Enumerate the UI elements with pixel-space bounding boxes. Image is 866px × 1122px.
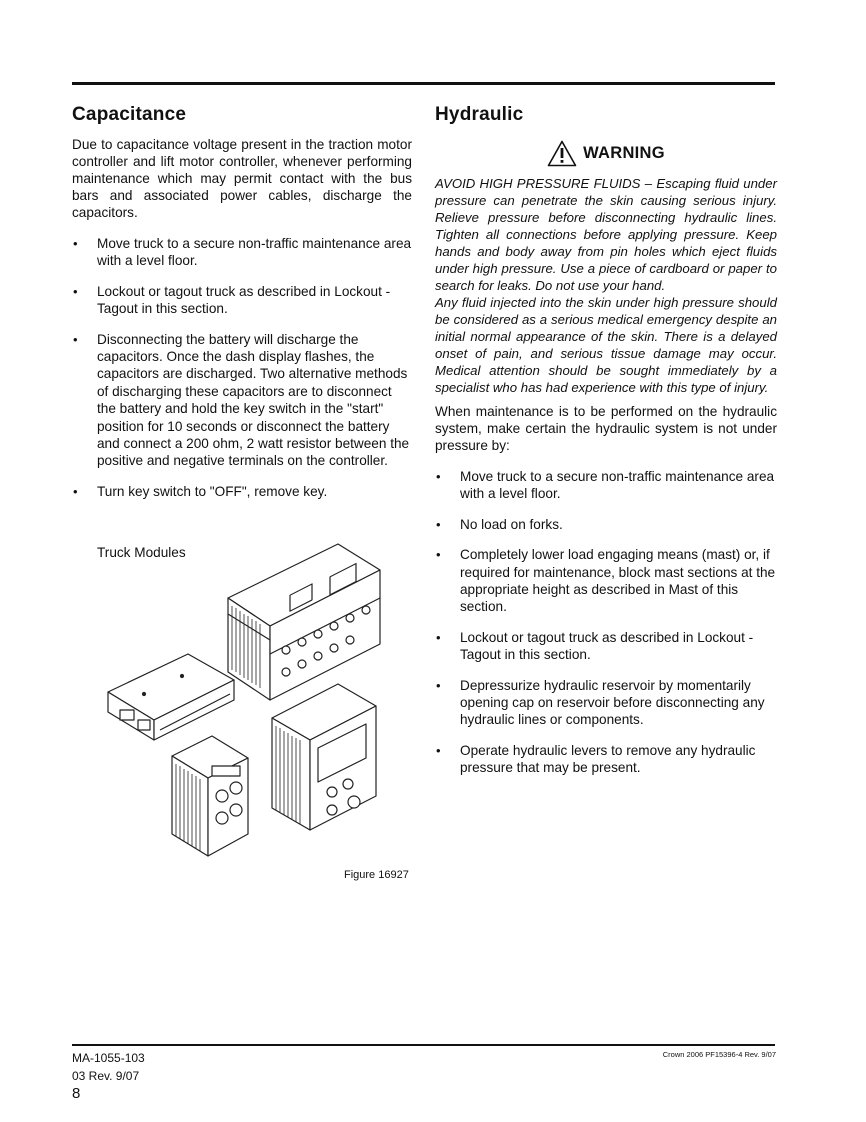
doc-number: MA-1055-103 xyxy=(72,1051,145,1065)
bullet-icon: • xyxy=(436,547,441,563)
warning-paragraph-1: AVOID HIGH PRESSURE FLUIDS – Escaping fluid under pressure can penetrate the skin causing serious injury. Relieve pressure before disconnecting hydraulic lines. Tighten all connections before applying pressure. Keep hands and body away from pin holes which eject fluids under high pressure. Use a piece of cardboard or paper to search for leaks. Do not use your hand. xyxy=(435,176,777,293)
bullet-icon: • xyxy=(436,629,441,645)
list-item-text: Operate hydraulic levers to remove any hydraulic pressure that may be present. xyxy=(460,742,756,776)
hydraulic-heading: Hydraulic xyxy=(435,104,524,125)
figure-number: Figure 16927 xyxy=(344,869,409,881)
list-item xyxy=(72,283,412,318)
list-item xyxy=(435,516,777,533)
list-item-text: Lockout or tagout truck as described in Lockout - Tagout in this section. xyxy=(460,629,754,663)
list-item xyxy=(435,546,777,616)
list-item xyxy=(435,677,777,729)
pump-controller-module xyxy=(272,684,376,830)
top-rule xyxy=(72,82,775,85)
list-item-text: Turn key switch to "OFF", remove key. xyxy=(97,483,328,499)
list-item-text: Lockout or tagout truck as described in Lockout - Tagout in this section. xyxy=(97,283,391,317)
bullet-icon: • xyxy=(73,483,78,499)
list-item xyxy=(435,468,777,503)
page-number: 8 xyxy=(72,1085,81,1102)
truck-modules-figure xyxy=(100,534,390,864)
list-item-text: Move truck to a secure non-traffic maintenance area with a level floor. xyxy=(460,469,775,502)
bottom-rule xyxy=(72,1044,775,1046)
list-item xyxy=(435,742,777,777)
warning-header xyxy=(435,140,777,167)
capacitance-heading: Capacitance xyxy=(72,104,187,125)
bullet-icon: • xyxy=(73,236,78,251)
bullet-icon: • xyxy=(436,469,441,484)
bullet-icon: • xyxy=(436,516,441,532)
traction-controller-module xyxy=(172,736,248,856)
revision: 03 Rev. 9/07 xyxy=(72,1069,140,1083)
warning-triangle-icon xyxy=(547,140,577,167)
capacitance-list xyxy=(72,235,412,500)
hydraulic-section xyxy=(435,104,777,790)
list-item xyxy=(72,483,412,500)
hydraulic-intro: When maintenance is to be performed on the hydraulic system, make certain the hydraulic system is not under pressure by: xyxy=(435,404,777,453)
copyright-line: Crown 2006 PF15396-4 Rev. 9/07 xyxy=(662,1050,776,1059)
list-item-text: Move truck to a secure non-traffic maintenance area with a level floor. xyxy=(97,236,412,269)
bullet-icon: • xyxy=(436,677,441,693)
list-item-text: Depressurize hydraulic reservoir by momentarily opening cap on reservoir before disconnecting any hydraulic lines or components. xyxy=(460,677,765,728)
bullet-icon: • xyxy=(73,331,78,347)
list-item xyxy=(72,235,412,270)
bullet-icon: • xyxy=(73,283,78,299)
list-item xyxy=(435,629,777,664)
lift-controller-module xyxy=(228,544,380,700)
capacitance-intro: Due to capacitance voltage present in the traction motor controller and lift motor controller, whenever performing maintenance which may permit contact with the bus bars and associated power cables, discharge the capacitors. xyxy=(72,137,412,220)
capacitance-section xyxy=(72,104,412,513)
footer-doc-info xyxy=(72,1049,145,1085)
list-item-text: Completely lower load engaging means (mast) or, if required for maintenance, block mast sections at the appropriate height as described in Mast of this section. xyxy=(460,547,776,615)
bullet-icon: • xyxy=(436,742,441,758)
list-item xyxy=(72,331,412,470)
warning-title: WARNING xyxy=(583,144,665,162)
warning-paragraph-2: Any fluid injected into the skin under high pressure should be considered as a serious medical emergency despite an initial normal appearance of the skin. There is a delayed onset of pain, and serious tissue damage may occur. Medical attention should be sought immediately by a specialist who has had experience with this type of injury. xyxy=(435,295,777,395)
figure-label: Truck Modules xyxy=(97,545,186,560)
display-module xyxy=(108,654,234,740)
list-item-text: Disconnecting the battery will discharge the capacitors. Once the dash display flashes, the capacitors are discharged. Two alternative methods of discharging these capacitors are to disconnect the battery and hold the key switch in the "start" position for 10 seconds or disconnect the battery and connect a 200 ohm, 2 watt resistor between the positive and negative terminals on the controller. xyxy=(97,331,410,469)
hydraulic-list xyxy=(435,468,777,777)
list-item-text: No load on forks. xyxy=(460,516,563,532)
